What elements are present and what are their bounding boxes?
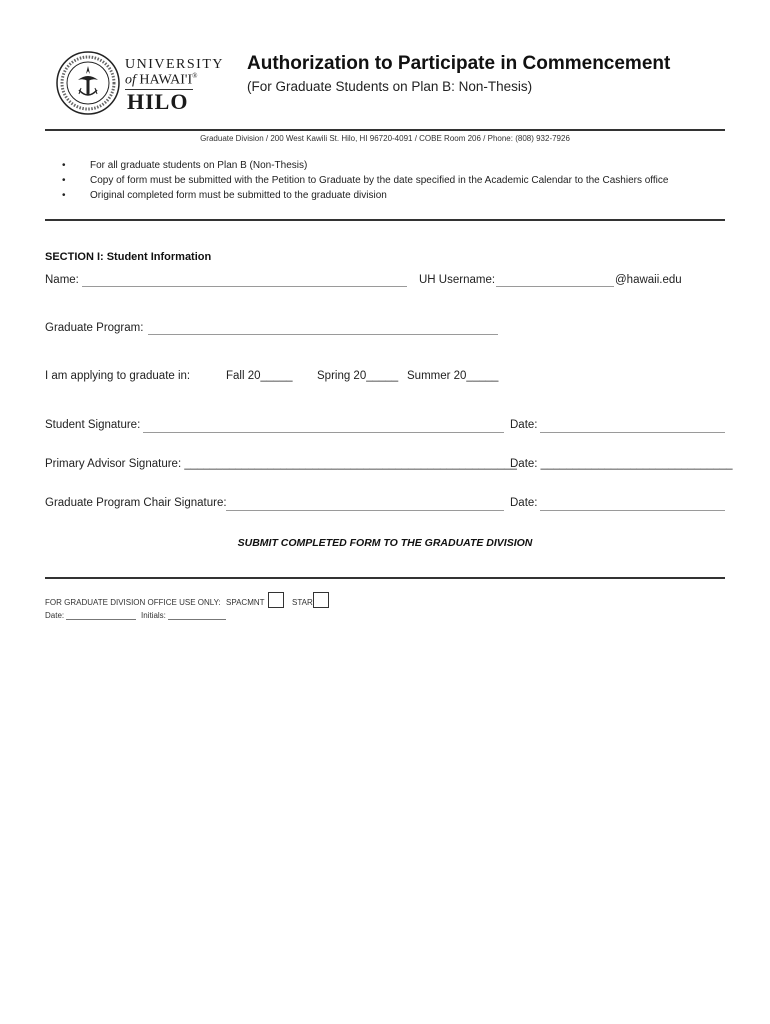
program-label: Graduate Program: (45, 322, 144, 334)
instruction-text: Original completed form must be submitted to the graduate division (90, 190, 387, 201)
program-field[interactable] (148, 334, 498, 335)
instructions-list (62, 158, 668, 203)
applying-label: I am applying to graduate in: (45, 370, 191, 382)
logo-of-text: of (125, 72, 136, 88)
logo-hilo-text: HILO (127, 89, 189, 114)
term-fall-field[interactable]: Fall 20_____ (226, 370, 293, 382)
header-divider (45, 129, 725, 131)
term-spring-field[interactable]: Spring 20_____ (317, 370, 399, 382)
logo-registered-mark: ® (192, 72, 198, 80)
star-label: STAR (292, 598, 313, 607)
chair-signature-field[interactable] (226, 510, 504, 511)
student-date-label: Date: (510, 419, 538, 431)
list-item (62, 158, 668, 173)
student-date-field[interactable] (540, 432, 725, 433)
office-divider (45, 577, 725, 579)
form-title: Authorization to Participate in Commencement (247, 53, 671, 74)
spacmnt-label: SPACMNT (226, 598, 265, 607)
username-field[interactable] (496, 286, 614, 287)
list-item (62, 188, 668, 203)
name-label: Name: (45, 274, 79, 286)
university-seal-icon (55, 50, 121, 116)
submit-instruction: SUBMIT COMPLETED FORM TO THE GRADUATE DIVISION (237, 537, 533, 549)
username-label: UH Username: (419, 274, 496, 286)
student-signature-field[interactable] (143, 432, 504, 433)
office-date-label: Date: (45, 611, 65, 620)
section-divider (45, 219, 725, 221)
student-signature-label: Student Signature: (45, 419, 141, 431)
logo-hawaii-text (125, 72, 197, 89)
name-field[interactable] (82, 286, 407, 287)
office-use-label: FOR GRADUATE DIVISION OFFICE USE ONLY: (45, 598, 221, 607)
bullet-icon: • (62, 190, 66, 201)
chair-signature-label: Graduate Program Chair Signature: (45, 497, 227, 509)
term-summer-field[interactable]: Summer 20_____ (407, 370, 499, 382)
instruction-text: For all graduate students on Plan B (Non-Thesis) (90, 160, 308, 171)
section-heading: SECTION I: Student Information (45, 251, 212, 263)
bullet-icon: • (62, 160, 66, 171)
office-initials-label: Initials: (141, 611, 166, 620)
advisor-date-field[interactable]: Date: ______________________________ (510, 458, 733, 470)
star-checkbox[interactable] (313, 592, 329, 608)
instruction-text: Copy of form must be submitted with the Petition to Graduate by the date specified in the Academic Calendar to the Cashiers office (90, 175, 669, 186)
logo-hawaii-name: HAWAI'I (139, 72, 193, 88)
spacmnt-checkbox[interactable] (268, 592, 284, 608)
username-domain: @hawaii.edu (615, 274, 682, 286)
bullet-icon: • (62, 175, 66, 186)
office-date-field[interactable] (66, 619, 136, 620)
chair-date-field[interactable] (540, 510, 725, 511)
advisor-signature-field[interactable]: Primary Advisor Signature: ____________________________________________________ (45, 458, 517, 470)
chair-date-label: Date: (510, 497, 538, 509)
form-subtitle: (For Graduate Students on Plan B: Non-Thesis) (247, 79, 533, 94)
office-address: Graduate Division / 200 West Kawili St. Hilo, HI 96720-4091 / COBE Room 206 / Phone: (808) 932-7926 (200, 134, 570, 143)
office-initials-field[interactable] (168, 619, 226, 620)
list-item (62, 173, 668, 188)
logo-university-text: UNIVERSITY (125, 57, 224, 72)
